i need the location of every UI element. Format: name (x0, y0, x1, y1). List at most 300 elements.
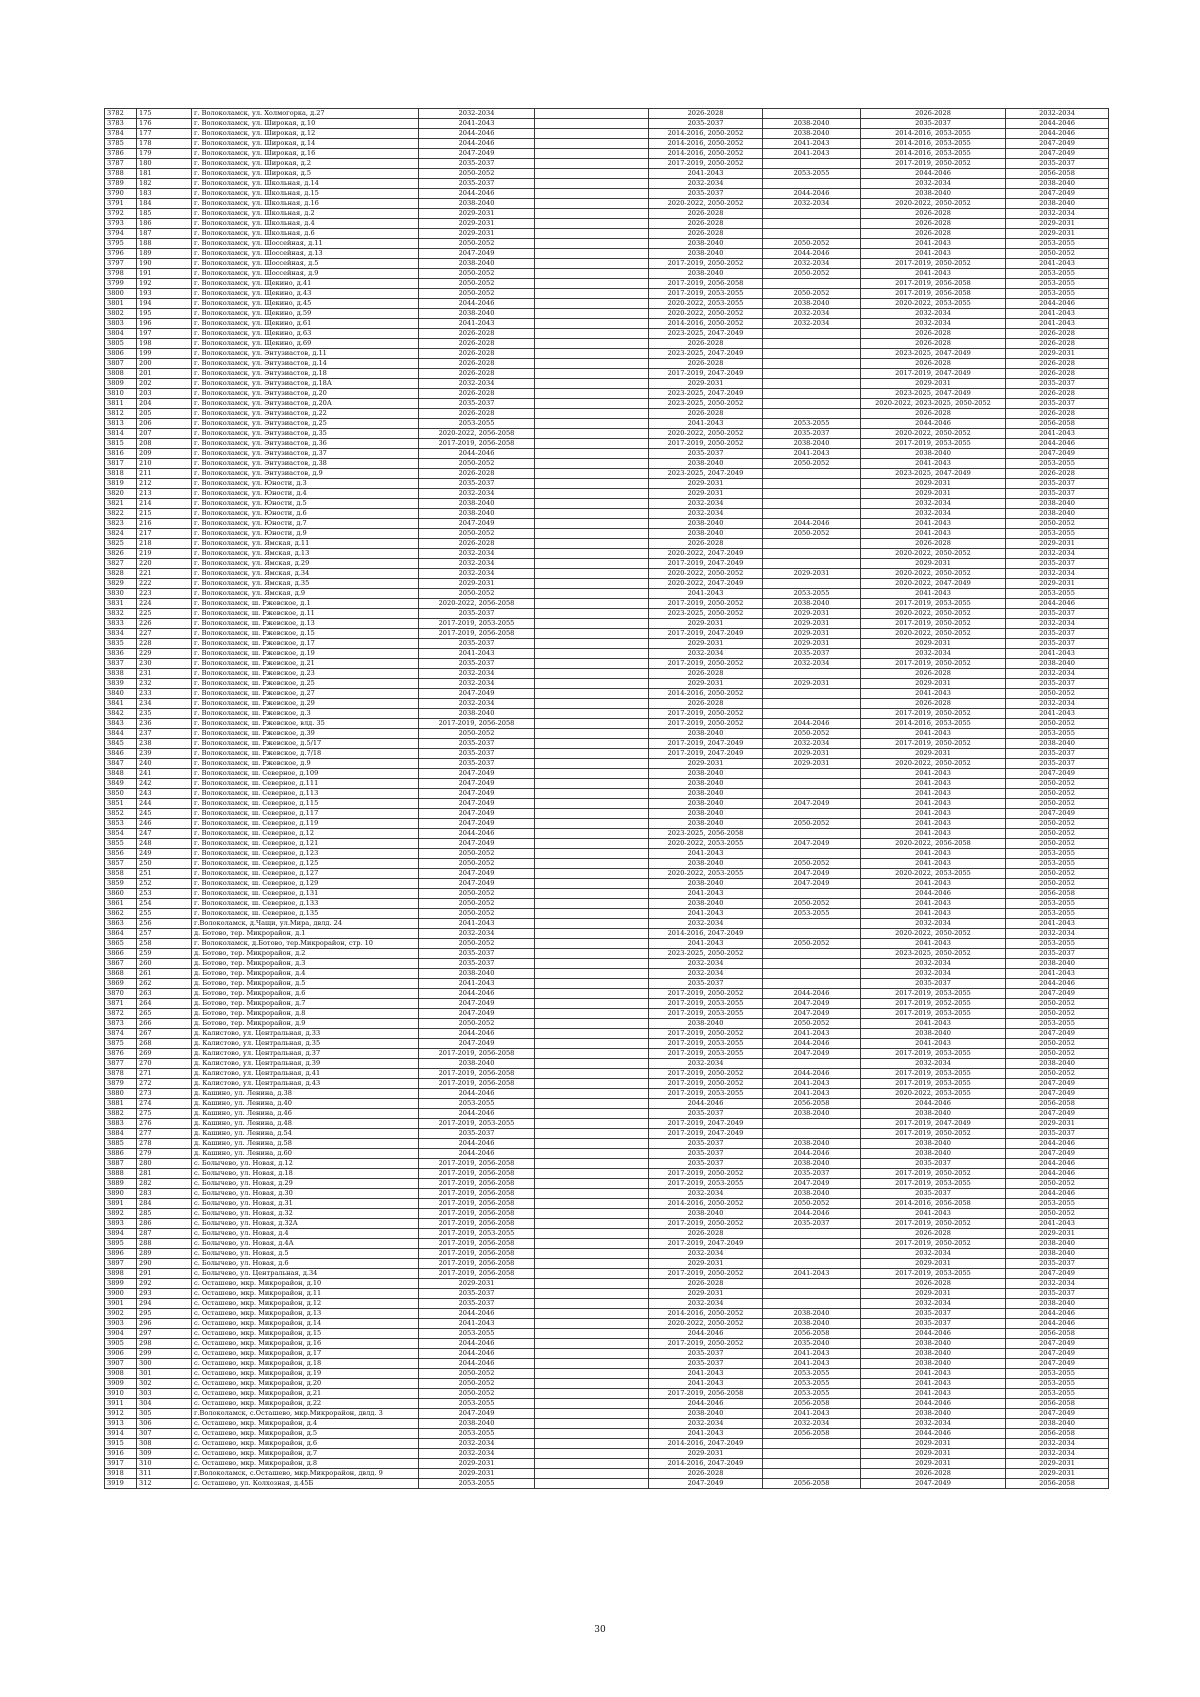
period-col-3-cell: 2026-2028 (649, 229, 763, 239)
row-number-cell: 3828 (105, 569, 137, 579)
period-col-4-cell: 2047-2049 (763, 839, 861, 849)
period-col-5-cell: 2038-2040 (861, 1409, 1006, 1419)
row-number-cell: 3870 (105, 989, 137, 999)
address-cell: г. Волоколамск, ул. Школьная, д.15 (192, 189, 419, 199)
address-cell: с. Болычево, ул. Новая, д.12 (192, 1159, 419, 1169)
period-col-3-cell: 2017-2019, 2050-2052 (649, 599, 763, 609)
item-number-cell: 175 (137, 109, 192, 119)
period-col-1-cell: 2044-2046 (419, 1029, 535, 1039)
address-cell: г. Волоколамск, ш. Северное, д.115 (192, 799, 419, 809)
table-row (105, 549, 1109, 559)
period-col-2-cell (535, 669, 649, 679)
row-number-cell: 3885 (105, 1139, 137, 1149)
period-col-2-cell (535, 1439, 649, 1449)
item-number-cell: 259 (137, 949, 192, 959)
period-col-5-cell: 2041-2043 (861, 809, 1006, 819)
period-col-5-cell: 2032-2034 (861, 1249, 1006, 1259)
period-col-1-cell: 2044-2046 (419, 989, 535, 999)
row-number-cell: 3803 (105, 319, 137, 329)
period-col-3-cell: 2014-2016, 2047-2049 (649, 929, 763, 939)
period-col-3-cell: 2017-2019, 2053-2055 (649, 1039, 763, 1049)
item-number-cell: 309 (137, 1449, 192, 1459)
address-cell: д. Калистово, ул. Центральная, д.35 (192, 1039, 419, 1049)
period-col-3-cell: 2032-2034 (649, 959, 763, 969)
period-col-2-cell (535, 789, 649, 799)
row-number-cell: 3856 (105, 849, 137, 859)
row-number-cell: 3890 (105, 1189, 137, 1199)
address-cell: с. Болычево, ул. Новая, д.32 (192, 1209, 419, 1219)
period-col-4-cell: 2053-2055 (763, 589, 861, 599)
address-cell: г. Волоколамск, ш. Северное, д.109 (192, 769, 419, 779)
period-col-4-cell (763, 1239, 861, 1249)
row-number-cell: 3901 (105, 1299, 137, 1309)
item-number-cell: 228 (137, 639, 192, 649)
period-col-4-cell: 2047-2049 (763, 1009, 861, 1019)
period-col-2-cell (535, 279, 649, 289)
period-col-5-cell: 2041-2043 (861, 879, 1006, 889)
row-number-cell: 3865 (105, 939, 137, 949)
item-number-cell: 284 (137, 1199, 192, 1209)
period-col-6-cell: 2050-2052 (1006, 1009, 1109, 1019)
period-col-6-cell: 2026-2028 (1006, 329, 1109, 339)
table-row (105, 1469, 1109, 1479)
item-number-cell: 263 (137, 989, 192, 999)
period-col-3-cell: 2023-2025, 2050-2052 (649, 399, 763, 409)
period-col-6-cell: 2050-2052 (1006, 1049, 1109, 1059)
row-number-cell: 3859 (105, 879, 137, 889)
period-col-3-cell: 2017-2019, 2047-2049 (649, 369, 763, 379)
address-cell: г. Волоколамск, ш. Северное, д.117 (192, 809, 419, 819)
table-row (105, 309, 1109, 319)
period-col-5-cell: 2014-2016, 2056-2058 (861, 1199, 1006, 1209)
item-number-cell: 192 (137, 279, 192, 289)
period-col-5-cell: 2029-2031 (861, 749, 1006, 759)
row-number-cell: 3894 (105, 1229, 137, 1239)
table-row (105, 799, 1109, 809)
period-col-2-cell (535, 1349, 649, 1359)
period-col-4-cell: 2032-2034 (763, 739, 861, 749)
period-col-6-cell: 2038-2040 (1006, 1239, 1109, 1249)
period-col-1-cell: 2053-2055 (419, 1429, 535, 1439)
row-number-cell: 3818 (105, 469, 137, 479)
period-col-4-cell: 2035-2037 (763, 429, 861, 439)
period-col-6-cell: 2053-2055 (1006, 589, 1109, 599)
item-number-cell: 217 (137, 529, 192, 539)
row-number-cell: 3875 (105, 1039, 137, 1049)
period-col-6-cell: 2047-2049 (1006, 809, 1109, 819)
period-col-3-cell: 2026-2028 (649, 339, 763, 349)
period-col-1-cell: 2050-2052 (419, 589, 535, 599)
period-col-1-cell: 2032-2034 (419, 559, 535, 569)
item-number-cell: 203 (137, 389, 192, 399)
period-col-2-cell (535, 849, 649, 859)
period-col-3-cell: 2017-2019, 2053-2055 (649, 1179, 763, 1189)
address-cell: г. Волоколамск, ул. Школьная, д.6 (192, 229, 419, 239)
row-number-cell: 3830 (105, 589, 137, 599)
period-col-3-cell: 2017-2019, 2053-2055 (649, 1049, 763, 1059)
period-col-4-cell: 2035-2040 (763, 1339, 861, 1349)
address-cell: г. Волоколамск, ул. Холмогорка, д.27 (192, 109, 419, 119)
period-col-3-cell: 2026-2028 (649, 699, 763, 709)
period-col-5-cell: 2035-2037 (861, 1309, 1006, 1319)
period-col-4-cell: 2047-2049 (763, 869, 861, 879)
row-number-cell: 3879 (105, 1079, 137, 1089)
item-number-cell: 310 (137, 1459, 192, 1469)
period-col-6-cell: 2050-2052 (1006, 999, 1109, 1009)
period-col-6-cell: 2026-2028 (1006, 359, 1109, 369)
period-col-5-cell: 2032-2034 (861, 649, 1006, 659)
period-col-5-cell: 2017-2019, 2050-2052 (861, 659, 1006, 669)
period-col-2-cell (535, 589, 649, 599)
period-col-4-cell (763, 829, 861, 839)
table-row (105, 189, 1109, 199)
item-number-cell: 208 (137, 439, 192, 449)
period-col-1-cell: 2050-2052 (419, 239, 535, 249)
table-row (105, 1249, 1109, 1259)
period-col-5-cell: 2029-2031 (861, 1289, 1006, 1299)
period-col-3-cell: 2032-2034 (649, 1059, 763, 1069)
period-col-3-cell: 2038-2040 (649, 809, 763, 819)
period-col-3-cell: 2035-2037 (649, 1349, 763, 1359)
table-row (105, 779, 1109, 789)
period-col-2-cell (535, 769, 649, 779)
period-col-4-cell: 2053-2055 (763, 1379, 861, 1389)
period-col-3-cell: 2017-2019, 2050-2052 (649, 989, 763, 999)
item-number-cell: 235 (137, 709, 192, 719)
period-col-4-cell (763, 369, 861, 379)
period-col-1-cell: 2050-2052 (419, 1379, 535, 1389)
period-col-2-cell (535, 1219, 649, 1229)
period-col-4-cell (763, 1259, 861, 1269)
row-number-cell: 3868 (105, 969, 137, 979)
address-cell: г. Волоколамск, ул. Юности, д.4 (192, 489, 419, 499)
item-number-cell: 179 (137, 149, 192, 159)
period-col-5-cell: 2029-2031 (861, 1259, 1006, 1269)
period-col-2-cell (535, 269, 649, 279)
item-number-cell: 176 (137, 119, 192, 129)
period-col-1-cell: 2050-2052 (419, 899, 535, 909)
period-col-2-cell (535, 839, 649, 849)
period-col-2-cell (535, 429, 649, 439)
period-col-5-cell: 2017-2019, 2047-2049 (861, 369, 1006, 379)
period-col-4-cell: 2035-2037 (763, 1219, 861, 1229)
item-number-cell: 241 (137, 769, 192, 779)
period-col-3-cell: 2044-2046 (649, 1399, 763, 1409)
item-number-cell: 233 (137, 689, 192, 699)
row-number-cell: 3910 (105, 1389, 137, 1399)
period-col-1-cell: 2029-2031 (419, 1279, 535, 1289)
period-col-1-cell: 2047-2049 (419, 999, 535, 1009)
period-col-2-cell (535, 489, 649, 499)
period-col-5-cell: 2029-2031 (861, 1459, 1006, 1469)
address-cell: г. Волоколамск, ш. Ржевское, д.9 (192, 759, 419, 769)
period-col-1-cell: 2053-2055 (419, 1329, 535, 1339)
period-col-2-cell (535, 459, 649, 469)
period-col-6-cell: 2056-2058 (1006, 419, 1109, 429)
period-col-2-cell (535, 559, 649, 569)
period-col-4-cell (763, 109, 861, 119)
row-number-cell: 3908 (105, 1369, 137, 1379)
period-col-2-cell (535, 449, 649, 459)
row-number-cell: 3871 (105, 999, 137, 1009)
period-col-5-cell: 2041-2043 (861, 779, 1006, 789)
period-col-3-cell: 2044-2046 (649, 1099, 763, 1109)
row-number-cell: 3792 (105, 209, 137, 219)
period-col-3-cell: 2032-2034 (649, 499, 763, 509)
period-col-5-cell: 2023-2025, 2050-2052 (861, 949, 1006, 959)
period-col-1-cell: 2047-2049 (419, 769, 535, 779)
period-col-5-cell: 2041-2043 (861, 799, 1006, 809)
page-number: 30 (594, 1625, 606, 1635)
period-col-1-cell: 2035-2037 (419, 179, 535, 189)
period-col-5-cell: 2041-2043 (861, 1389, 1006, 1399)
item-number-cell: 266 (137, 1019, 192, 1029)
period-col-3-cell: 2035-2037 (649, 119, 763, 129)
period-col-3-cell: 2038-2040 (649, 779, 763, 789)
table-row (105, 459, 1109, 469)
period-col-3-cell: 2035-2037 (649, 1159, 763, 1169)
period-col-4-cell (763, 969, 861, 979)
period-col-1-cell: 2017-2019, 2056-2058 (419, 1179, 535, 1189)
period-col-6-cell: 2041-2043 (1006, 309, 1109, 319)
period-col-5-cell: 2035-2037 (861, 119, 1006, 129)
period-col-1-cell: 2029-2031 (419, 579, 535, 589)
row-number-cell: 3782 (105, 109, 137, 119)
row-number-cell: 3791 (105, 199, 137, 209)
period-col-2-cell (535, 239, 649, 249)
period-col-4-cell (763, 489, 861, 499)
period-col-3-cell: 2026-2028 (649, 1469, 763, 1479)
row-number-cell: 3919 (105, 1479, 137, 1489)
address-cell: г.Волоколамск, с.Осташево, мкр.Микрорайон, двлд. 3 (192, 1409, 419, 1419)
period-col-4-cell: 2050-2052 (763, 1199, 861, 1209)
period-col-5-cell: 2017-2019, 2056-2058 (861, 279, 1006, 289)
row-number-cell: 3866 (105, 949, 137, 959)
period-col-3-cell: 2017-2019, 2050-2052 (649, 709, 763, 719)
table-row (105, 1129, 1109, 1139)
table-row (105, 139, 1109, 149)
period-col-4-cell (763, 1129, 861, 1139)
table-row (105, 1069, 1109, 1079)
table-row (105, 929, 1109, 939)
period-col-6-cell: 2056-2058 (1006, 169, 1109, 179)
row-number-cell: 3833 (105, 619, 137, 629)
period-col-1-cell: 2017-2019, 2056-2058 (419, 1249, 535, 1259)
table-row (105, 559, 1109, 569)
period-col-3-cell: 2041-2043 (649, 889, 763, 899)
table-row (105, 169, 1109, 179)
item-number-cell: 280 (137, 1159, 192, 1169)
period-col-5-cell: 2017-2019, 2053-2055 (861, 439, 1006, 449)
address-cell: д. Кашино, ул. Ленина, д.38 (192, 1089, 419, 1099)
item-number-cell: 267 (137, 1029, 192, 1039)
row-number-cell: 3858 (105, 869, 137, 879)
table-row (105, 1179, 1109, 1189)
address-cell: с. Осташево, мкр. Микрорайон, д.13 (192, 1309, 419, 1319)
table-row (105, 1019, 1109, 1029)
period-col-4-cell: 2050-2052 (763, 1019, 861, 1029)
row-number-cell: 3812 (105, 409, 137, 419)
period-col-1-cell: 2026-2028 (419, 359, 535, 369)
period-col-3-cell: 2017-2019, 2053-2055 (649, 289, 763, 299)
item-number-cell: 189 (137, 249, 192, 259)
period-col-6-cell: 2035-2037 (1006, 379, 1109, 389)
row-number-cell: 3915 (105, 1439, 137, 1449)
period-col-3-cell: 2029-2031 (649, 759, 763, 769)
item-number-cell: 286 (137, 1219, 192, 1229)
row-number-cell: 3835 (105, 639, 137, 649)
period-col-1-cell: 2050-2052 (419, 279, 535, 289)
period-col-6-cell: 2038-2040 (1006, 959, 1109, 969)
period-col-1-cell: 2026-2028 (419, 409, 535, 419)
item-number-cell: 289 (137, 1249, 192, 1259)
period-col-6-cell: 2026-2028 (1006, 369, 1109, 379)
period-col-2-cell (535, 759, 649, 769)
table-row (105, 1049, 1109, 1059)
period-col-3-cell: 2041-2043 (649, 849, 763, 859)
address-cell: г. Волоколамск, ул. Щекино, д.61 (192, 319, 419, 329)
period-col-5-cell: 2035-2037 (861, 979, 1006, 989)
address-cell: г. Волоколамск, ул. Школьная, д.14 (192, 179, 419, 189)
period-col-6-cell: 2029-2031 (1006, 1229, 1109, 1239)
address-cell: г. Волоколамск, ул. Щекино, д.43 (192, 289, 419, 299)
address-cell: г. Волоколамск, ул. Щекино, д.45 (192, 299, 419, 309)
period-col-2-cell (535, 909, 649, 919)
table-row (105, 1339, 1109, 1349)
period-col-3-cell: 2017-2019, 2047-2049 (649, 1129, 763, 1139)
period-col-5-cell: 2041-2043 (861, 689, 1006, 699)
address-cell: г. Волоколамск, ул. Энтузиастов, д.22 (192, 409, 419, 419)
table-row (105, 879, 1109, 889)
period-col-2-cell (535, 529, 649, 539)
period-col-3-cell: 2017-2019, 2047-2049 (649, 559, 763, 569)
period-col-1-cell: 2017-2019, 2056-2058 (419, 439, 535, 449)
period-col-3-cell: 2014-2016, 2047-2049 (649, 1459, 763, 1469)
period-col-1-cell: 2017-2019, 2056-2058 (419, 1079, 535, 1089)
item-number-cell: 247 (137, 829, 192, 839)
period-col-1-cell: 2044-2046 (419, 129, 535, 139)
period-col-2-cell (535, 919, 649, 929)
period-col-4-cell: 2044-2046 (763, 249, 861, 259)
period-col-4-cell (763, 279, 861, 289)
period-col-4-cell: 2029-2031 (763, 569, 861, 579)
period-col-6-cell: 2032-2034 (1006, 1439, 1109, 1449)
period-col-4-cell (763, 1059, 861, 1069)
period-col-4-cell: 2044-2046 (763, 189, 861, 199)
period-col-2-cell (535, 1229, 649, 1239)
item-number-cell: 299 (137, 1349, 192, 1359)
table-row (105, 609, 1109, 619)
period-col-1-cell: 2050-2052 (419, 909, 535, 919)
row-number-cell: 3814 (105, 429, 137, 439)
period-col-6-cell: 2044-2046 (1006, 1169, 1109, 1179)
item-number-cell: 244 (137, 799, 192, 809)
period-col-3-cell: 2038-2040 (649, 529, 763, 539)
period-col-3-cell: 2026-2028 (649, 539, 763, 549)
item-number-cell: 222 (137, 579, 192, 589)
address-cell: с. Болычево, ул. Новая, д.30 (192, 1189, 419, 1199)
period-col-4-cell (763, 349, 861, 359)
item-number-cell: 255 (137, 909, 192, 919)
period-col-5-cell: 2026-2028 (861, 339, 1006, 349)
period-col-2-cell (535, 219, 649, 229)
address-cell: с. Болычево, ул. Новая, д.31 (192, 1199, 419, 1209)
address-cell: г. Волоколамск, ул. Ямская, д.34 (192, 569, 419, 579)
address-cell: г. Волоколамск, ш. Ржевское, д.11 (192, 609, 419, 619)
row-number-cell: 3789 (105, 179, 137, 189)
period-col-5-cell: 2035-2037 (861, 1189, 1006, 1199)
period-col-2-cell (535, 339, 649, 349)
period-col-3-cell: 2035-2037 (649, 189, 763, 199)
period-col-4-cell: 2035-2037 (763, 1169, 861, 1179)
period-col-4-cell (763, 179, 861, 189)
address-cell: г. Волоколамск, ул. Энтузиастов, д.36 (192, 439, 419, 449)
table-row (105, 829, 1109, 839)
period-col-5-cell: 2032-2034 (861, 309, 1006, 319)
period-col-4-cell (763, 389, 861, 399)
period-col-3-cell: 2038-2040 (649, 249, 763, 259)
period-col-3-cell: 2017-2019, 2050-2052 (649, 659, 763, 669)
period-col-4-cell (763, 979, 861, 989)
period-col-2-cell (535, 629, 649, 639)
period-col-1-cell: 2038-2040 (419, 199, 535, 209)
period-col-5-cell: 2029-2031 (861, 379, 1006, 389)
item-number-cell: 183 (137, 189, 192, 199)
period-col-5-cell: 2041-2043 (861, 459, 1006, 469)
period-col-2-cell (535, 499, 649, 509)
period-col-3-cell: 2020-2022, 2047-2049 (649, 549, 763, 559)
period-col-5-cell: 2044-2046 (861, 1329, 1006, 1339)
period-col-3-cell: 2026-2028 (649, 1229, 763, 1239)
item-number-cell: 220 (137, 559, 192, 569)
period-col-3-cell: 2017-2019, 2050-2052 (649, 719, 763, 729)
period-col-6-cell: 2050-2052 (1006, 839, 1109, 849)
period-col-6-cell: 2029-2031 (1006, 1469, 1109, 1479)
period-col-2-cell (535, 809, 649, 819)
item-number-cell: 209 (137, 449, 192, 459)
item-number-cell: 201 (137, 369, 192, 379)
table-row (105, 789, 1109, 799)
table-row (105, 129, 1109, 139)
period-col-1-cell: 2041-2043 (419, 319, 535, 329)
period-col-5-cell: 2044-2046 (861, 889, 1006, 899)
period-col-1-cell: 2029-2031 (419, 219, 535, 229)
period-col-1-cell: 2041-2043 (419, 649, 535, 659)
period-col-3-cell: 2035-2037 (649, 1109, 763, 1119)
period-col-5-cell: 2044-2046 (861, 419, 1006, 429)
row-number-cell: 3822 (105, 509, 137, 519)
period-col-1-cell: 2017-2019, 2053-2055 (419, 1119, 535, 1129)
period-col-6-cell: 2032-2034 (1006, 209, 1109, 219)
period-col-4-cell: 2038-2040 (763, 1139, 861, 1149)
item-number-cell: 232 (137, 679, 192, 689)
period-col-5-cell: 2041-2043 (861, 1039, 1006, 1049)
period-col-6-cell: 2032-2034 (1006, 699, 1109, 709)
table-row (105, 689, 1109, 699)
period-col-6-cell: 2044-2046 (1006, 1189, 1109, 1199)
period-col-4-cell (763, 229, 861, 239)
period-col-2-cell (535, 289, 649, 299)
table-row (105, 379, 1109, 389)
period-col-4-cell (763, 1299, 861, 1309)
period-col-1-cell: 2050-2052 (419, 859, 535, 869)
address-cell: д. Кашино, ул. Ленина, д.58 (192, 1139, 419, 1149)
period-col-5-cell: 2041-2043 (861, 519, 1006, 529)
period-col-3-cell: 2023-2025, 2047-2049 (649, 329, 763, 339)
period-col-1-cell: 2032-2034 (419, 489, 535, 499)
address-cell: г. Волоколамск, ул. Широкая, д.16 (192, 149, 419, 159)
row-number-cell: 3838 (105, 669, 137, 679)
